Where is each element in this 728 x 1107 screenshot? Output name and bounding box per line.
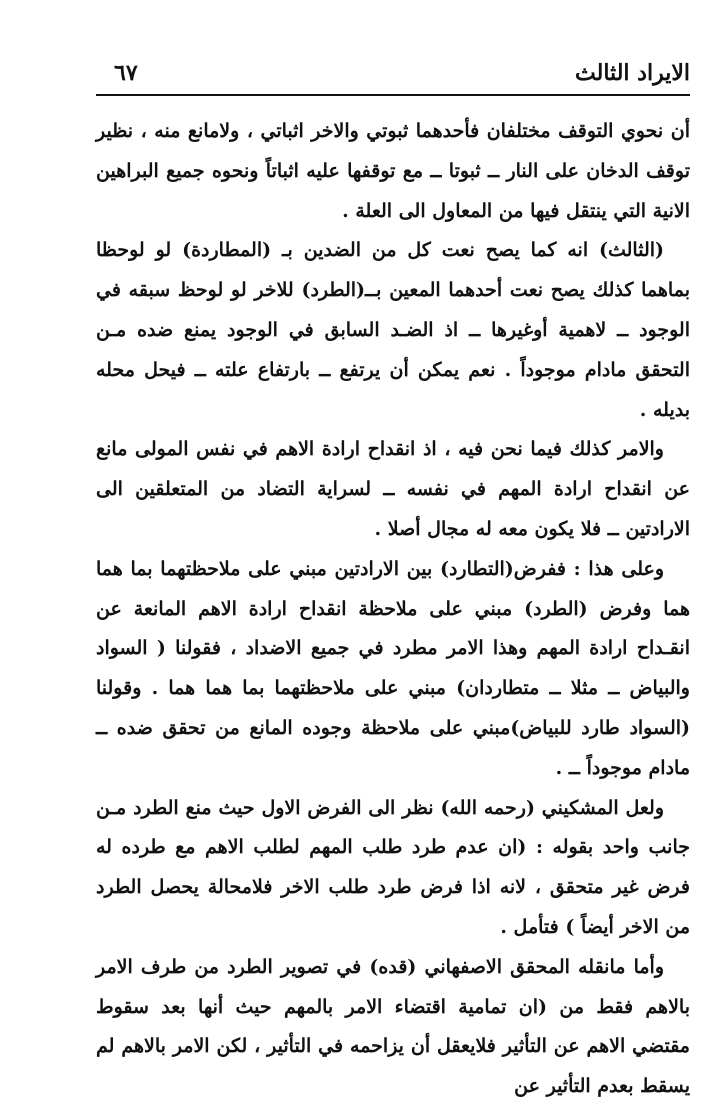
- paragraph: أن نحوي التوقف مختلفان فأحدهما ثبوتي والاخر اثباتي ، ولامانع منه ، نظير توقف الدخان على النار ــ ثبوتا ــ مع توقفها عليه اثباتاً ونحوه جميع البراهين الانية التي ينتقل فيها من المعاول الى العلة .: [96, 120, 690, 222]
- paragraph: وأما مانقله المحقق الاصفهاني (قده) في تصوير الطرد من طرف الامر بالاهم فقط من (ان تمامية اقتضاء الامر بالمهم حيث أنها بعد سقوط مقتضي الاهم عن التأثير فلايعقل أن يزاحمه في التأثير ، لكن الامر بالاهم لم يسقط بعدم التأثير عن: [96, 955, 690, 1098]
- body-text: [96, 112, 690, 1107]
- page-number: ٦٧: [114, 60, 138, 86]
- running-title: الايراد الثالث: [575, 60, 690, 86]
- header-rule: [96, 94, 690, 96]
- paragraph: والامر كذلك فيما نحن فيه ، اذ انقداح ارادة الاهم في نفس المولى مانع عن انقداح ارادة المهم في نفسه ــ لسراية التضاد من المتعلقين الى الارادتين ــ فلا يكون معه له مجال أصلا .: [96, 438, 690, 540]
- paragraph: ولعل المشكيني (رحمه الله) نظر الى الفرض الاول حيث منع الطرد مـن جانب واحد بقوله : (ان عدم طرد طلب المهم لطلب الاهم مع طرده له فرض غير متحقق ، لانه اذا فرض طرد طلب الاخر فلامحالة يحصل الطرد من الاخر أيضاً ) فتأمل .: [96, 796, 690, 938]
- paragraph: (الثالث) انه كما يصح نعت كل من الضدين بـ (المطاردة) لو لوحظا بماهما كذلك يصح نعت أحدهما المعين بــ(الطرد) للاخر لو لوحظ سبقه في الوجود ــ لاهمية أوغيرها ــ اذ الضـد السابق في الوجود يمنع ضده مـن التحقق مادام موجوداً . نعم يمكن أن يرتفع ــ بارتفاع علته ــ فيحل محله بديله .: [96, 239, 690, 421]
- paragraph: وعلى هذا : ففرض(التطارد) بين الارادتين مبني على ملاحظتهما بما هما هما وفرض (الطرد) مبني على ملاحظة انقداح ارادة الاهم المانعة عن انقـداح ارادة المهم وهذا الامر مطرد في جميع الاضداد ، فقولنا ( السواد والبياض ــ مثلا ــ متطاردان) مبني على ملاحظتهما بما هما هما . وقولنا (السواد طارد للبياض)مبني على ملاحظة وجوده المانع من تحقق ضده ــ مادام موجوداً ــ .: [96, 557, 690, 779]
- page-header: [96, 55, 690, 91]
